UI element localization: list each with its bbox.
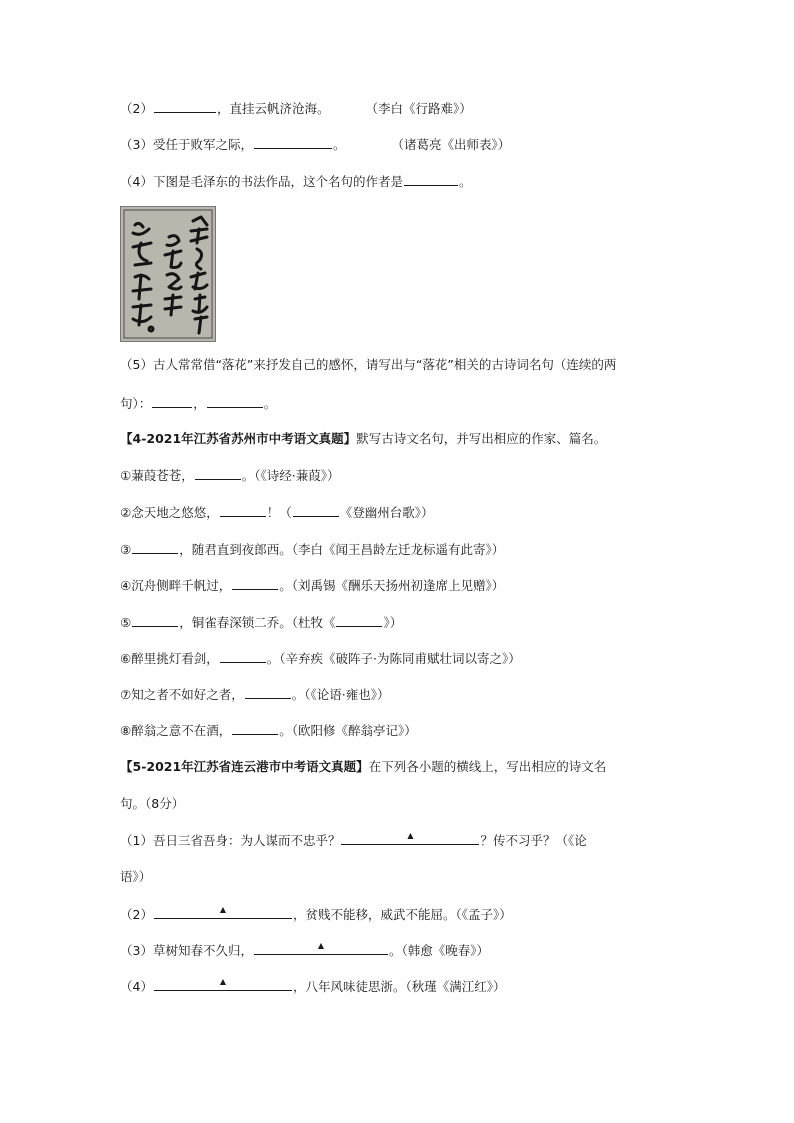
answer-blank[interactable] <box>404 172 458 186</box>
answer-blank[interactable] <box>254 135 332 149</box>
triangle-marker-icon: ▲ <box>219 905 227 914</box>
triangle-marker-icon: ▲ <box>407 831 414 840</box>
calligraphy-strokes <box>121 207 215 341</box>
list-item: （4） ▲ ，八年风味徒思浙。（秋瑾《满江红》） <box>120 977 506 994</box>
list-item: （1）吾日三省吾身：为人谋而不忠乎？ ▲ ？传不习乎？（《论 <box>120 831 587 848</box>
answer-blank[interactable] <box>232 576 278 590</box>
list-item: ⑦知之者不如好之者， 。（《论语·雍也》） <box>120 687 390 702</box>
answer-blank[interactable] <box>336 613 382 627</box>
answer-blank[interactable] <box>154 99 216 113</box>
list-item: ②念天地之悠悠， ！（ 《登幽州台歌》） <box>120 505 434 520</box>
list-item: ⑤ ，铜雀春深锁二乔。（杜牧《 》） <box>120 615 403 630</box>
list-item: ⑥醉里挑灯看剑， 。（辛弃疾《破阵子·为陈同甫赋壮词以寄之》） <box>120 651 521 666</box>
answer-blank[interactable] <box>245 685 291 699</box>
list-item: （2） ▲ ，贫贱不能移，威武不能屈。（《孟子》） <box>120 905 512 922</box>
question-5: （5）古人常常借“落花”来抒发自己的感怀，请写出与“落花”相关的古诗词名句（连续的两 <box>120 357 617 372</box>
triangle-marker-icon: ▲ <box>317 941 325 950</box>
list-item: ⑧醉翁之意不在酒， 。（欧阳修《醉翁亭记》） <box>120 723 417 738</box>
answer-blank[interactable] <box>220 503 266 517</box>
answer-blank[interactable] <box>154 977 292 991</box>
section-5-header-line2: 句。（8分） <box>120 796 185 811</box>
answer-blank[interactable] <box>132 540 178 554</box>
question-4: （4）下图是毛泽东的书法作品，这个名句的作者是 。 <box>120 174 472 189</box>
calligraphy-image <box>120 206 216 342</box>
question-3: （3）受任于败军之际， 。 （诸葛亮《出师表》） <box>120 137 511 152</box>
answer-blank[interactable] <box>220 649 266 663</box>
triangle-marker-icon: ▲ <box>219 977 227 986</box>
list-item: ③ ，随君直到夜郎西。（李白《闻王昌龄左迁龙标遥有此寄》） <box>120 542 505 557</box>
list-item-continued: 语》） <box>120 869 152 884</box>
question-5-line2: 句）： ， 。 <box>120 396 277 411</box>
section-4-header: 【4-2021年江苏省苏州市中考语文真题】默写古诗文名句，并写出相应的作家、篇名。 <box>120 431 607 446</box>
answer-blank[interactable] <box>341 831 479 845</box>
answer-blank[interactable] <box>195 466 241 480</box>
answer-blank[interactable] <box>207 394 263 408</box>
section-5-header: 【5-2021年江苏省连云港市中考语文真题】在下列各小题的横线上，写出相应的诗文名 <box>120 759 607 774</box>
answer-blank[interactable] <box>154 905 292 919</box>
answer-blank[interactable] <box>132 613 178 627</box>
list-item: ①蒹葭苍苍， 。（《诗经·蒹葭》） <box>120 468 340 483</box>
question-2: （2） ，直挂云帆济沧海。 （李白《行路难》） <box>120 101 472 116</box>
answer-blank[interactable] <box>293 503 339 517</box>
answer-blank[interactable] <box>232 721 278 735</box>
list-item: ④沉舟侧畔千帆过， 。（刘禹锡《酬乐天扬州初逢席上见赠》） <box>120 578 505 593</box>
answer-blank[interactable] <box>254 941 388 955</box>
answer-blank[interactable] <box>152 394 192 408</box>
list-item: （3）草树知春不久归， ▲ 。（韩愈《晚春》） <box>120 941 489 958</box>
